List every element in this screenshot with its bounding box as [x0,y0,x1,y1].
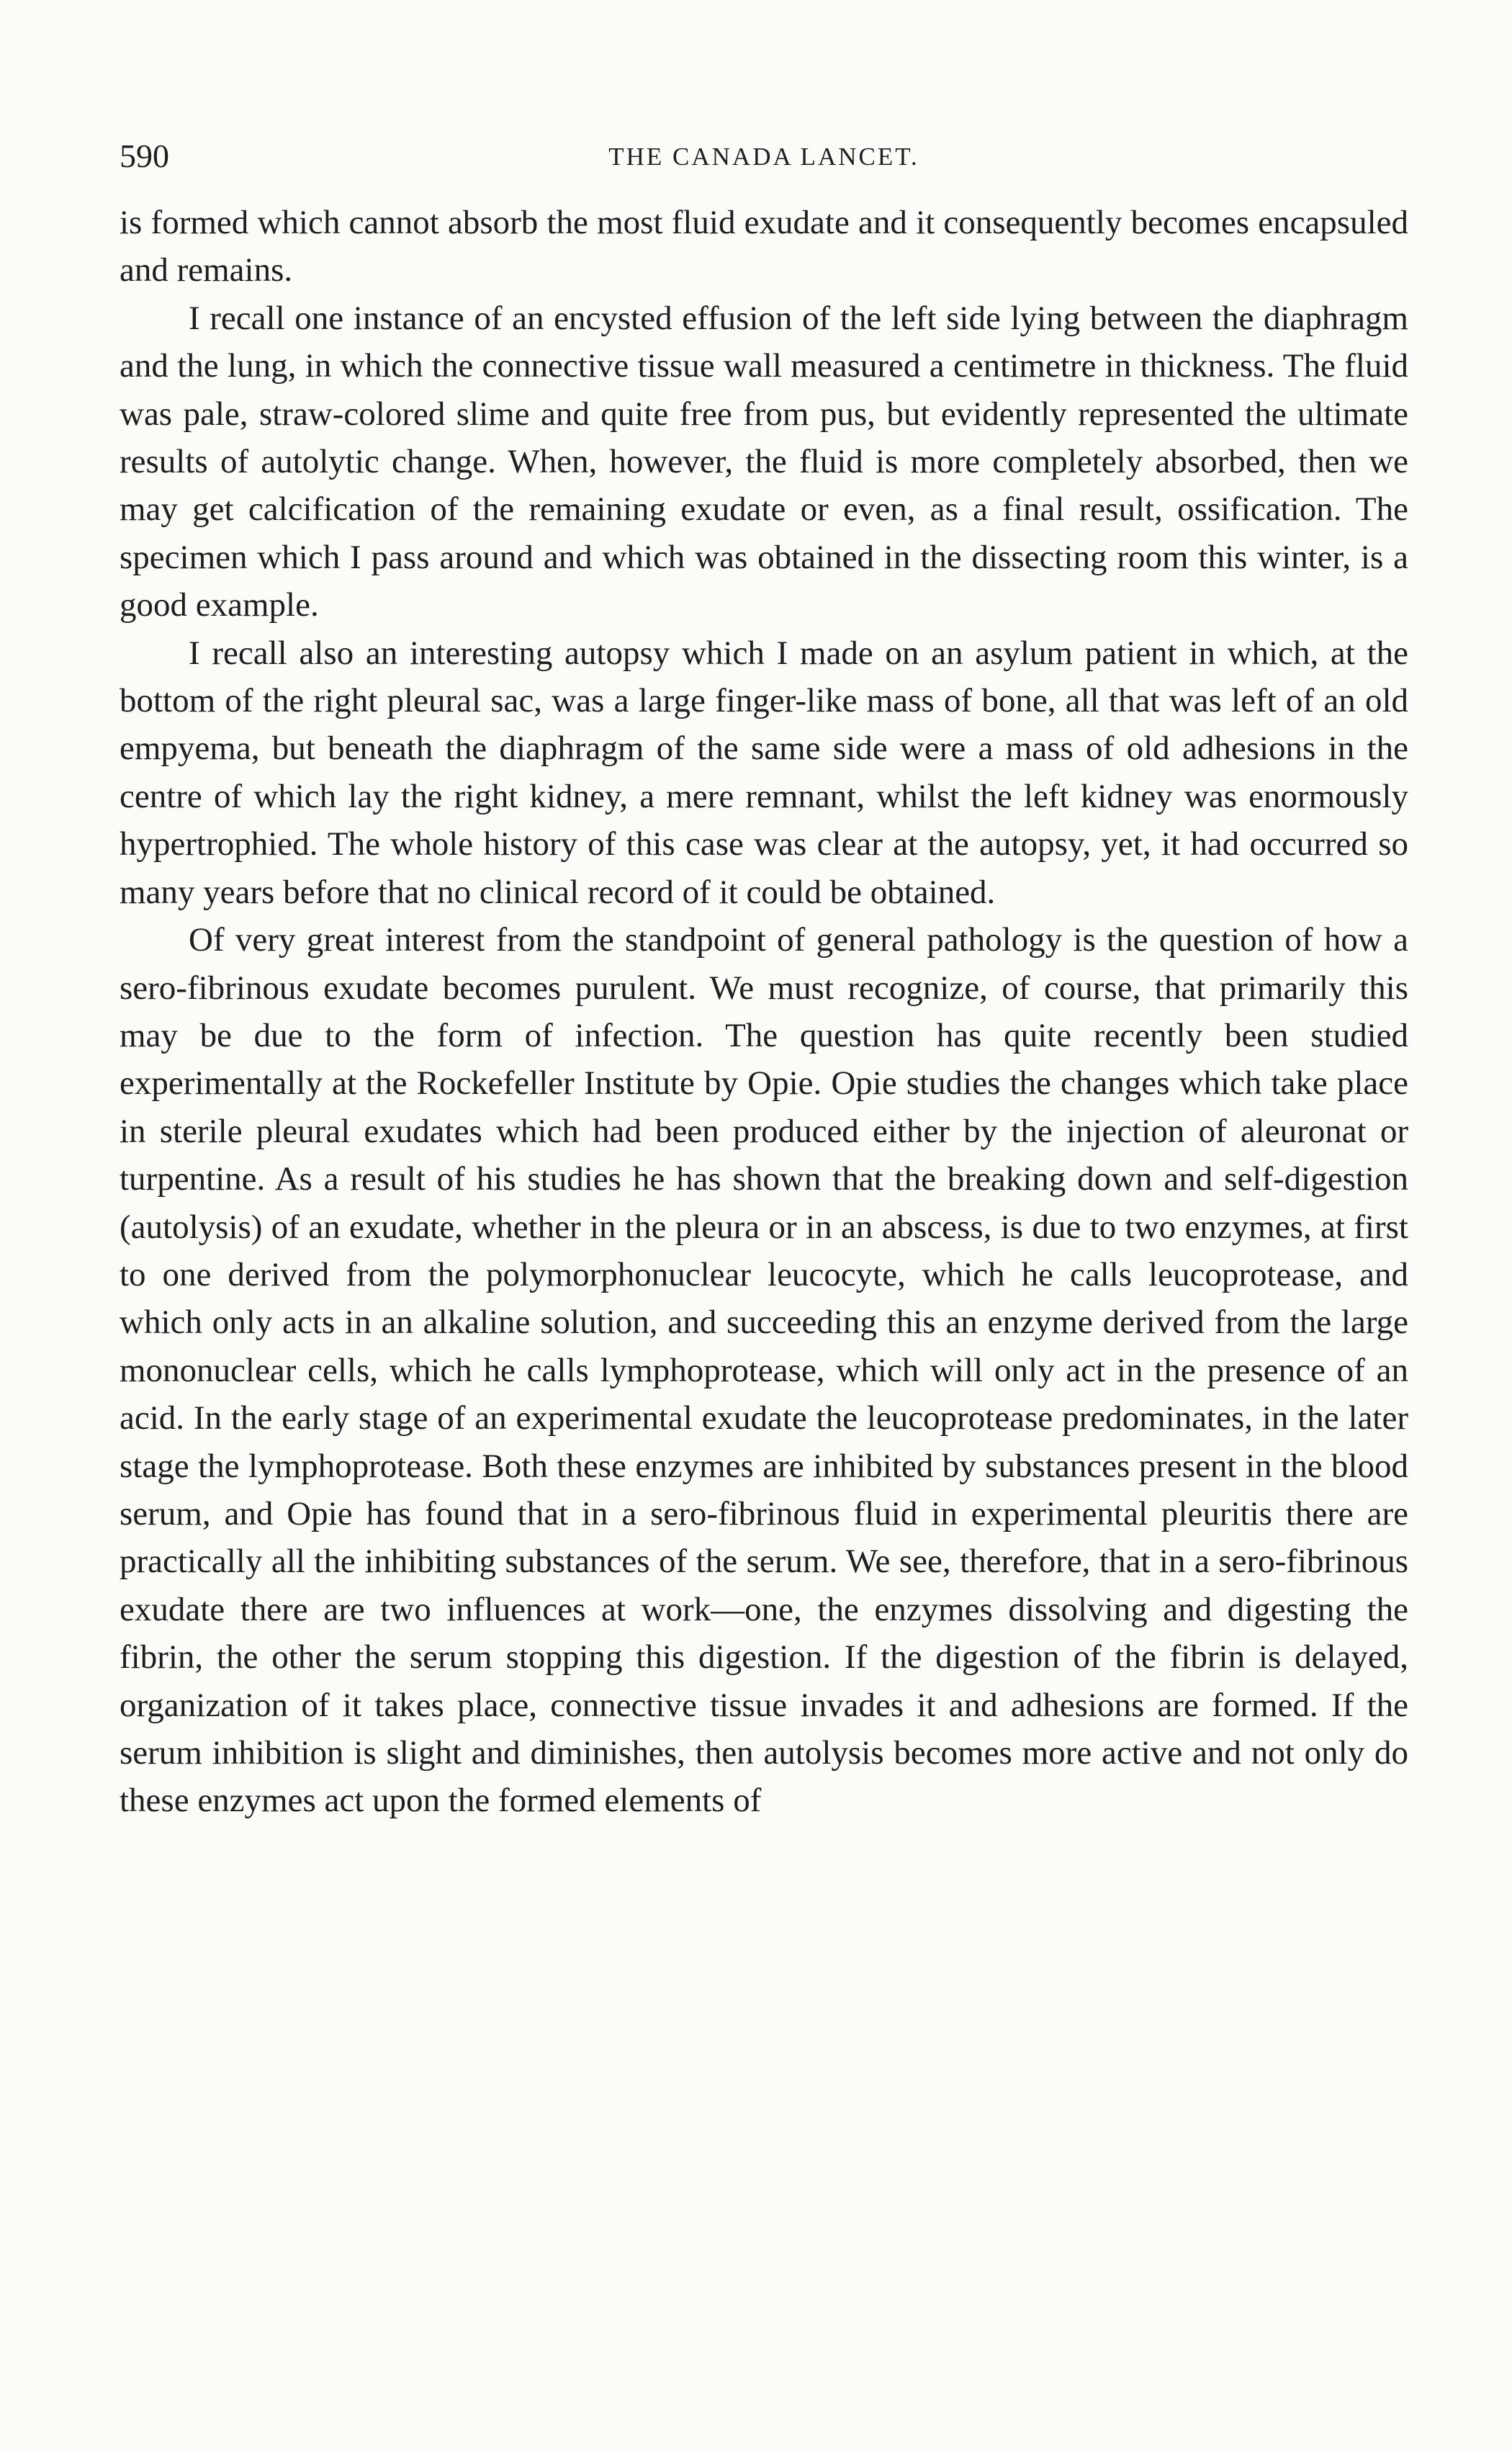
paragraph-continuation: is formed which cannot absorb the most fluid exudate and it consequently becomes encapsuled and remains. [120,204,1408,290]
paragraph-purulent-exudate: Of very great interest from the standpoint of general pathology is the question of how a sero-fibrinous exudate becomes purulent. We must recognize, of course, that primarily this may be due to the form of infection. The question has quite recently been studied experimentally at the Rockefeller Institute by Opie. Opie studies the changes which take place in sterile pleural exudates which had been produced either by the injection of aleuronat or turpentine. As a result of his studies he has shown that the breaking down and self-digestion (autolysis) of an exudate, whether in the pleura or in an abscess, is due to two enzymes, at first to one derived from the polymorphonuclear leucocyte, which he calls leucoprotease, and which only acts in an alkaline solution, and succeeding this an enzyme derived from the large mononuclear cells, which he calls lymphoprotease, which will only act in the presence of an acid. In the early stage of an experimental exudate the leucoprotease predominates, in the later stage the lymphoprotease. Both these enzymes are inhibited by substances present in the blood serum, and Opie has found that in a sero-fibrinous fluid in experimental pleuritis there are practically all the inhibiting substances of the serum. We see, therefore, that in a sero-fibrinous exudate there are two influences at work—one, the enzymes dissolving and digesting the fibrin, the other the serum stopping this digestion. If the digestion of the fibrin is delayed, organization of it takes place, connective tissue invades it and adhesions are formed. If the serum inhibition is slight and diminishes, then autolysis becomes more active and not only do these enzymes act upon the formed elements of [120,921,1408,1820]
page-number: 590 [120,138,169,174]
paragraph-asylum-autopsy: I recall also an interesting autopsy which I made on an asylum patient in which, at the bottom of the right pleural sac, was a large finger-like mass of bone, all that was left of an old empyema, but beneath the diaphragm of the same side were a mass of old adhesions in the centre of which lay the right kidney, a mere remnant, whilst the left kidney was enormously hypertrophied. The whole history of this case was clear at the autopsy, yet, it had occurred so many years before that no clinical record of it could be obtained. [120,634,1408,911]
page-header [120,137,1408,199]
body-text [120,199,1408,1825]
paragraph-encysted-effusion: I recall one instance of an encysted effusion of the left side lying between the diaphragm and the lung, in which the connective tissue wall measured a centimetre in thickness. The fluid was pale, straw-colored slime and quite free from pus, but evidently represented the ultimate results of autolytic change. When, however, the fluid is more completely absorbed, then we may get calcification of the remaining exudate or even, as a final result, ossification. The specimen which I pass around and which was obtained in the dissecting room this winter, is a good example. [120,299,1408,624]
document-page [120,137,1408,1825]
running-head: THE CANADA LANCET. [608,143,919,171]
